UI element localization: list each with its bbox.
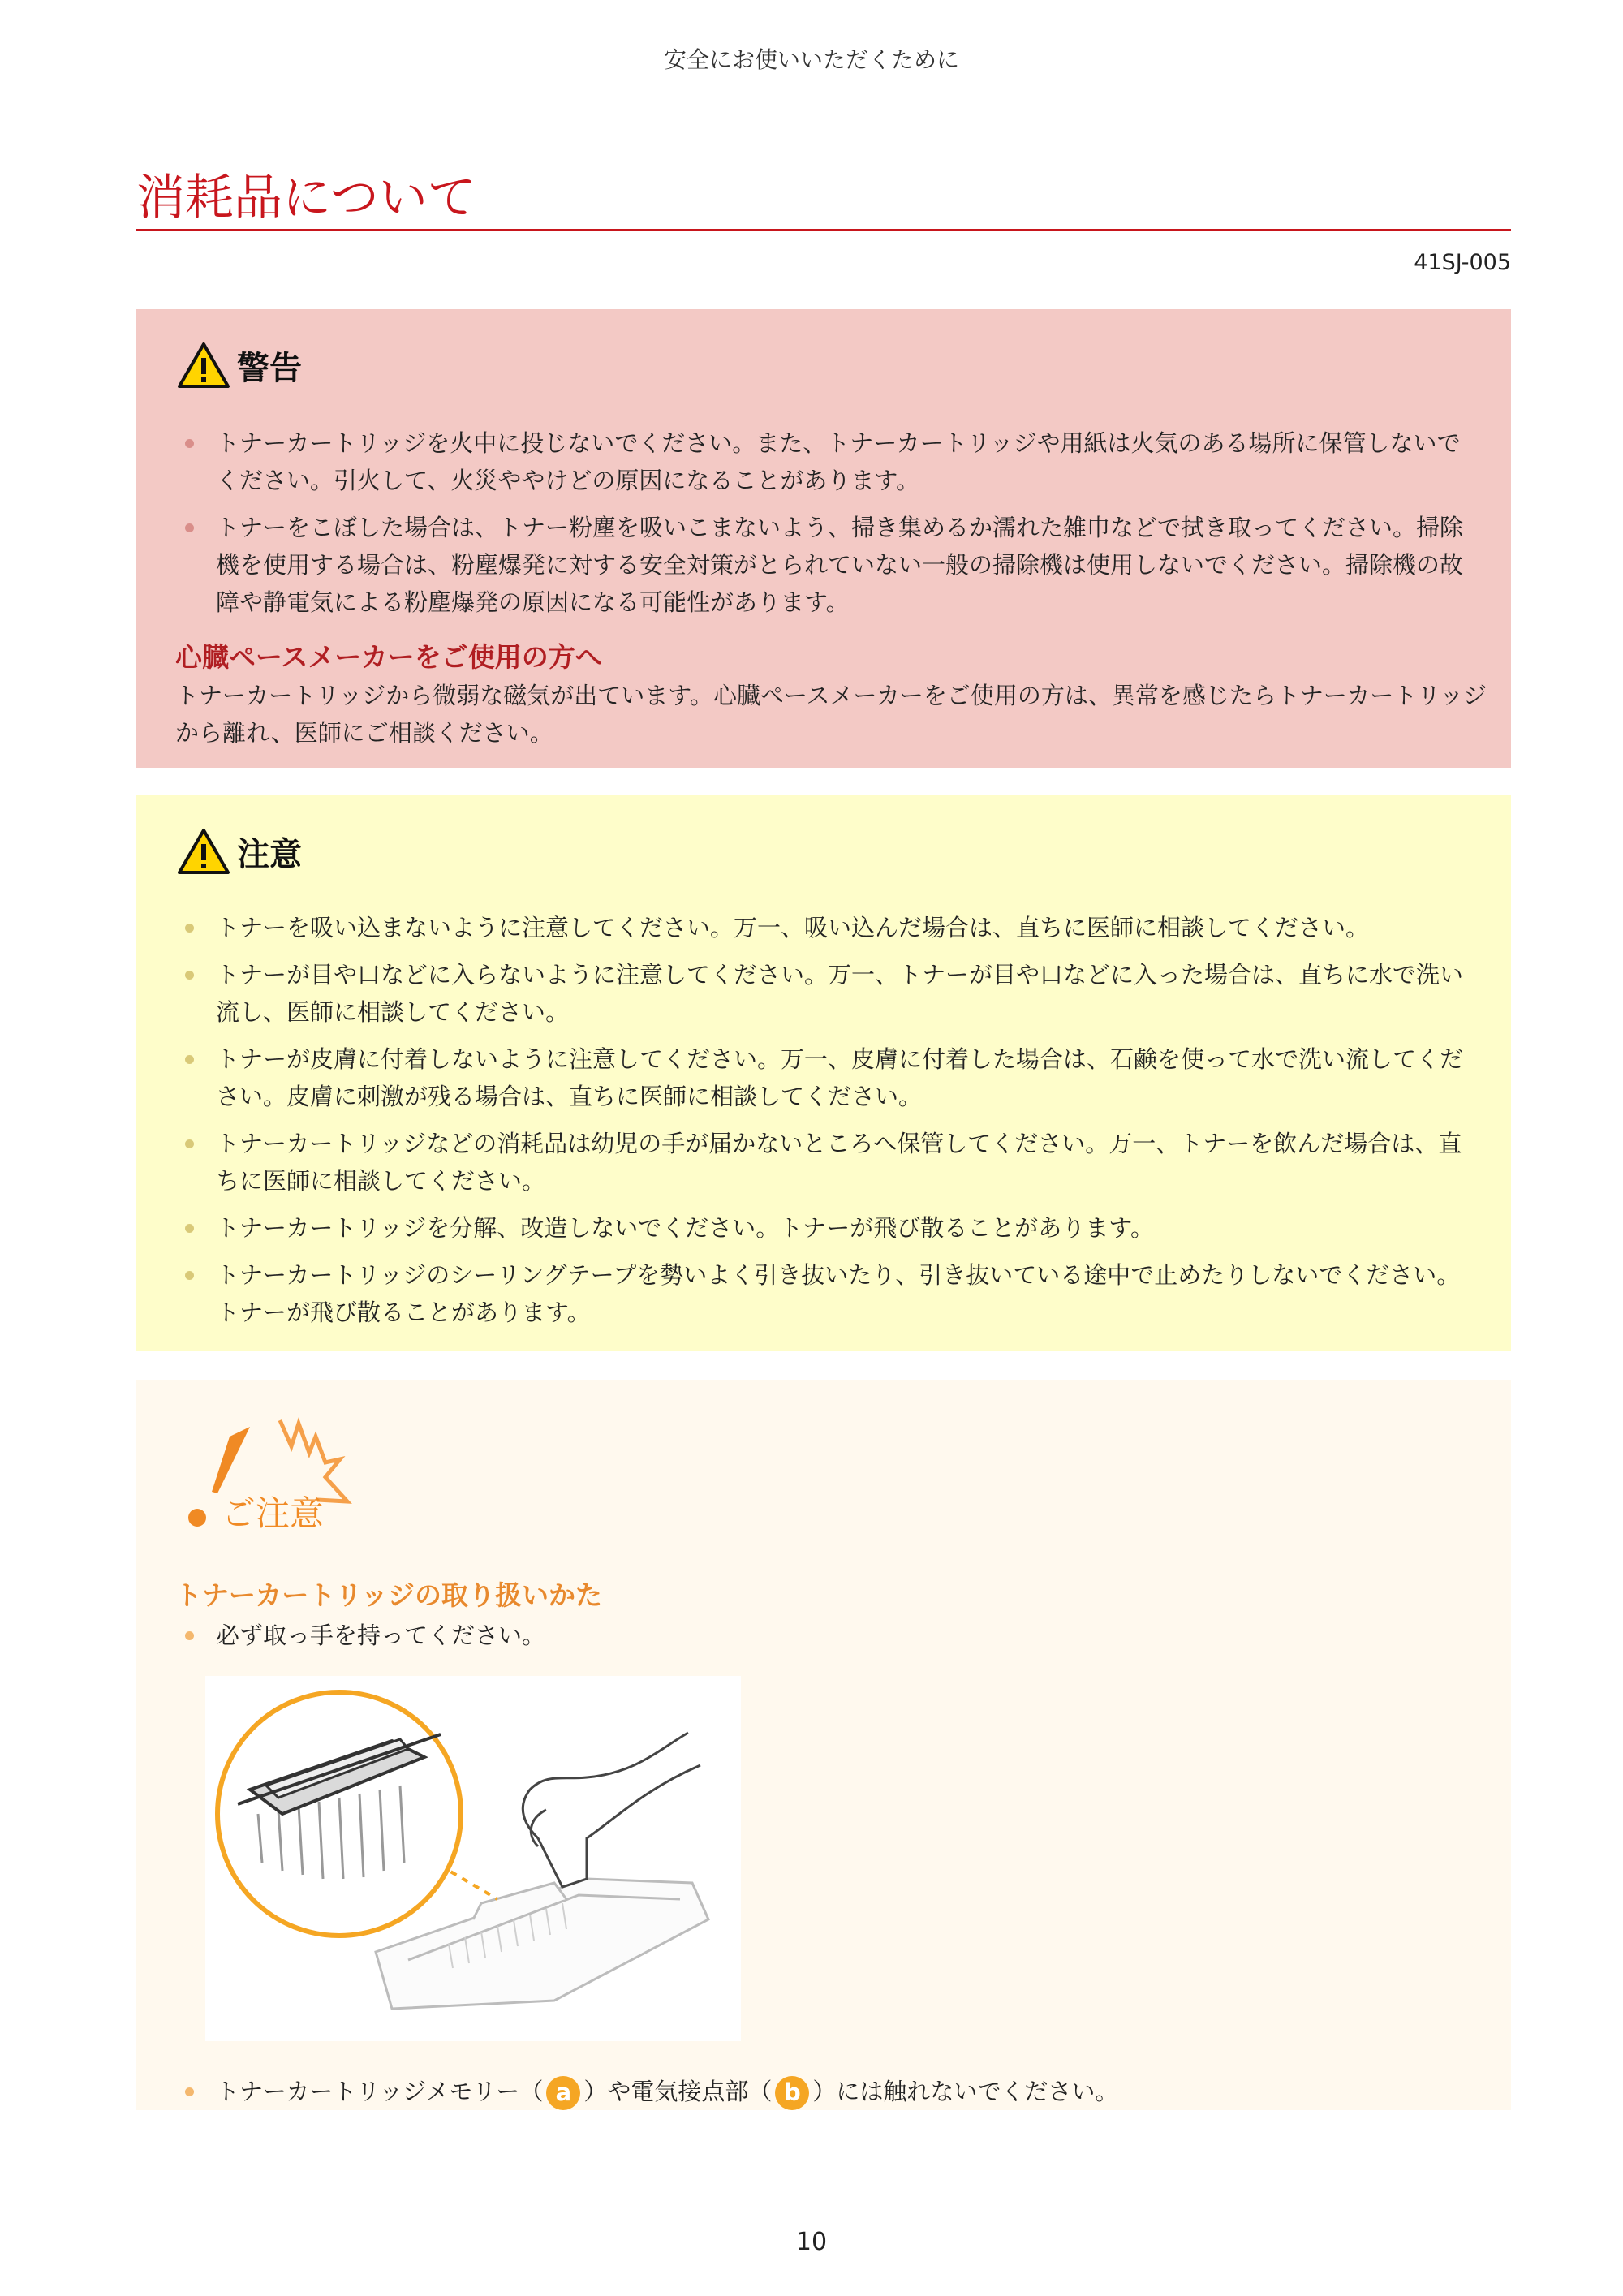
list-item: トナーカートリッジを火中に投じないでください。また、トナーカートリッジや用紙は火気のある場所に保管しないでください。引火して、火災ややけどの原因になることがあります。 — [136, 424, 1516, 499]
notice-box — [136, 1380, 1511, 2110]
memory-text-post: ）には触れないでください。 — [812, 2078, 1119, 2105]
caution-label: 注意 — [237, 835, 302, 873]
warning-triangle-icon — [177, 342, 230, 389]
warning-label: 警告 — [237, 349, 302, 387]
notice-section-heading: トナーカートリッジの取り扱いかた — [175, 1579, 603, 1611]
list-item: トナーを吸い込まないように注意してください。万一、吸い込んだ場合は、直ちに医師に相談してください。 — [136, 909, 1516, 946]
caution-box — [136, 795, 1511, 1351]
page-title: 消耗品について — [136, 170, 476, 226]
list-item: トナーカートリッジのシーリングテープを勢いよく引き抜いたり、引き抜いている途中で止めたりしないでください。トナーが飛び散ることがあります。 — [136, 1256, 1516, 1331]
doc-id: 41SJ-005 — [1414, 250, 1511, 275]
list-item — [136, 2073, 1516, 2110]
warning-box — [136, 309, 1511, 768]
notice-label: ご注意 — [222, 1493, 325, 1533]
notice-list-2 — [136, 2073, 1516, 2120]
page-number: 10 — [795, 2228, 828, 2256]
pacemaker-body: トナーカートリッジから微弱な磁気が出ています。心臓ペースメーカーをご使用の方は、異常を感じたらトナーカートリッジから離れ、医師にご相談ください。 — [175, 682, 1487, 747]
warning-triangle-icon — [177, 828, 230, 875]
title-rule — [136, 229, 1511, 231]
pacemaker-heading: 心臓ペースメーカーをご使用の方へ — [175, 641, 602, 673]
list-item: トナーをこぼした場合は、トナー粉塵を吸いこまないよう、掃き集めるか濡れた雑巾などで拭き取ってください。掃除機を使用する場合は、粉塵爆発に対する安全対策がとられていない一般の掃除機は使用しないでください。掃除機の故障や静電気による粉塵爆発の原因になる可能性があります。 — [136, 509, 1516, 621]
warning-list — [136, 424, 1516, 631]
caution-heading — [177, 823, 302, 880]
list-item: トナーカートリッジなどの消耗品は幼児の手が届かないところへ保管してください。万一、トナーを飲んだ場合は、直ちに医師に相談してください。 — [136, 1125, 1516, 1200]
list-item: トナーが目や口などに入らないように注意してください。万一、トナーが目や口などに入った場合は、直ちに水で洗い流し、医師に相談してください。 — [136, 956, 1516, 1031]
memory-text-pre: トナーカートリッジメモリー（ — [216, 2078, 544, 2105]
badge-a: a — [546, 2076, 580, 2110]
warning-heading — [177, 337, 302, 394]
list-item: トナーカートリッジを分解、改造しないでください。トナーが飛び散ることがあります。 — [136, 1209, 1516, 1247]
list-item: トナーが皮膚に付着しないように注意してください。万一、皮膚に付着した場合は、石鹸を使って水で洗い流してください。皮膚に刺激が残る場合は、直ちに医師に相談してください。 — [136, 1040, 1516, 1115]
caution-list — [136, 909, 1516, 1341]
memory-text-mid: ）や電気接点部（ — [583, 2078, 773, 2105]
notice-heading — [173, 1396, 416, 1542]
list-item: 必ず取っ手を持ってください。 — [136, 1617, 1516, 1654]
header-section-title: 安全にお使いいただくために — [663, 46, 959, 73]
badge-b: b — [775, 2076, 809, 2110]
toner-cartridge-illustration — [205, 1676, 741, 2041]
notice-list-1 — [136, 1617, 1516, 1664]
